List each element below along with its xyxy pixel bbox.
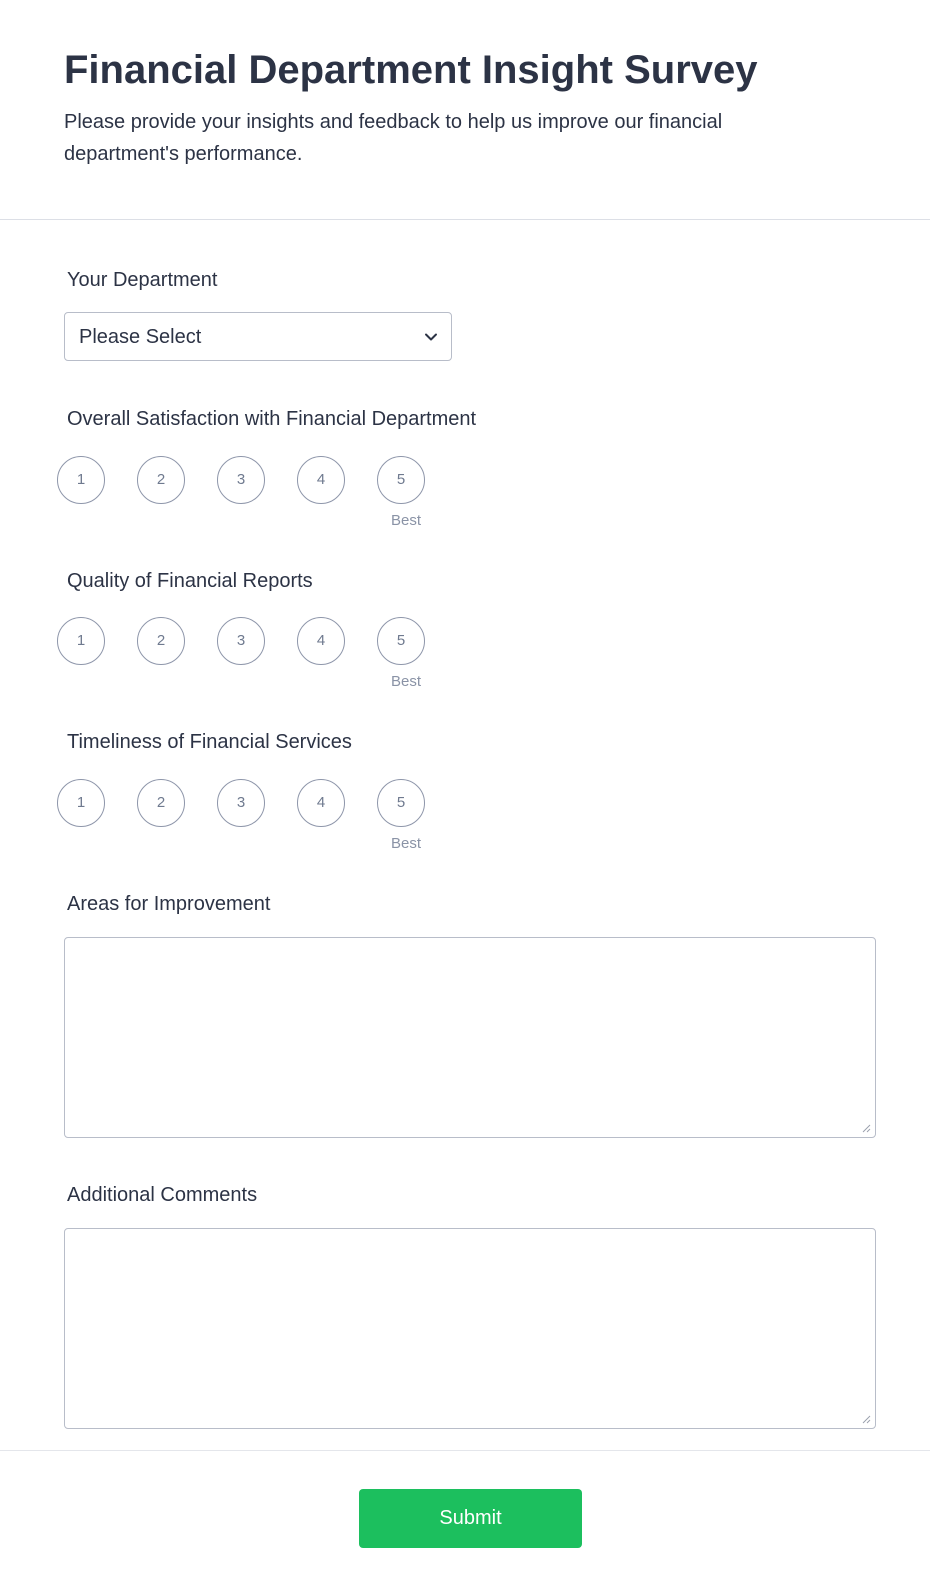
rating-option-4[interactable]: 4 [297,617,345,665]
department-select-value: Please Select [79,326,202,348]
rating-overall-satisfaction-scale [57,456,437,536]
rating-option-3[interactable]: 3 [217,779,265,827]
rating-best-label: Best [391,835,422,852]
rating-option-1[interactable]: 1 [57,456,105,504]
comments-label: Additional Comments [67,1184,258,1206]
chevron-down-icon [424,330,438,344]
rating-report-quality-scale [57,617,437,697]
rating-option-1[interactable]: 1 [57,779,105,827]
department-select[interactable] [64,312,452,361]
rating-best-label: Best [391,512,422,529]
comments-textarea[interactable] [64,1228,876,1429]
resize-grip-icon[interactable] [861,1123,871,1133]
rating-report-quality-label: Quality of Financial Reports [67,570,313,592]
resize-grip-icon[interactable] [861,1414,871,1424]
rating-timeliness-scale [57,779,437,859]
rating-timeliness-label: Timeliness of Financial Services [67,731,352,753]
rating-option-3[interactable]: 3 [217,456,265,504]
rating-option-5[interactable]: 5 [377,779,425,827]
rating-option-2[interactable]: 2 [137,779,185,827]
submit-button[interactable]: Submit [359,1489,582,1548]
rating-option-1[interactable]: 1 [57,617,105,665]
page-title: Financial Department Insight Survey [64,48,758,92]
rating-option-3[interactable]: 3 [217,617,265,665]
rating-best-label: Best [391,673,422,690]
rating-option-4[interactable]: 4 [297,779,345,827]
rating-option-2[interactable]: 2 [137,617,185,665]
rating-overall-satisfaction-label: Overall Satisfaction with Financial Department [67,408,477,430]
form-header [0,0,930,220]
rating-option-5[interactable]: 5 [377,456,425,504]
rating-option-2[interactable]: 2 [137,456,185,504]
rating-option-5[interactable]: 5 [377,617,425,665]
footer-divider [0,1450,930,1451]
page-subtitle: Please provide your insights and feedback to help us improve our financial department's performance. [64,111,723,165]
improvement-label: Areas for Improvement [67,893,271,915]
rating-option-4[interactable]: 4 [297,456,345,504]
improvement-textarea[interactable] [64,937,876,1138]
department-label: Your Department [67,269,218,291]
